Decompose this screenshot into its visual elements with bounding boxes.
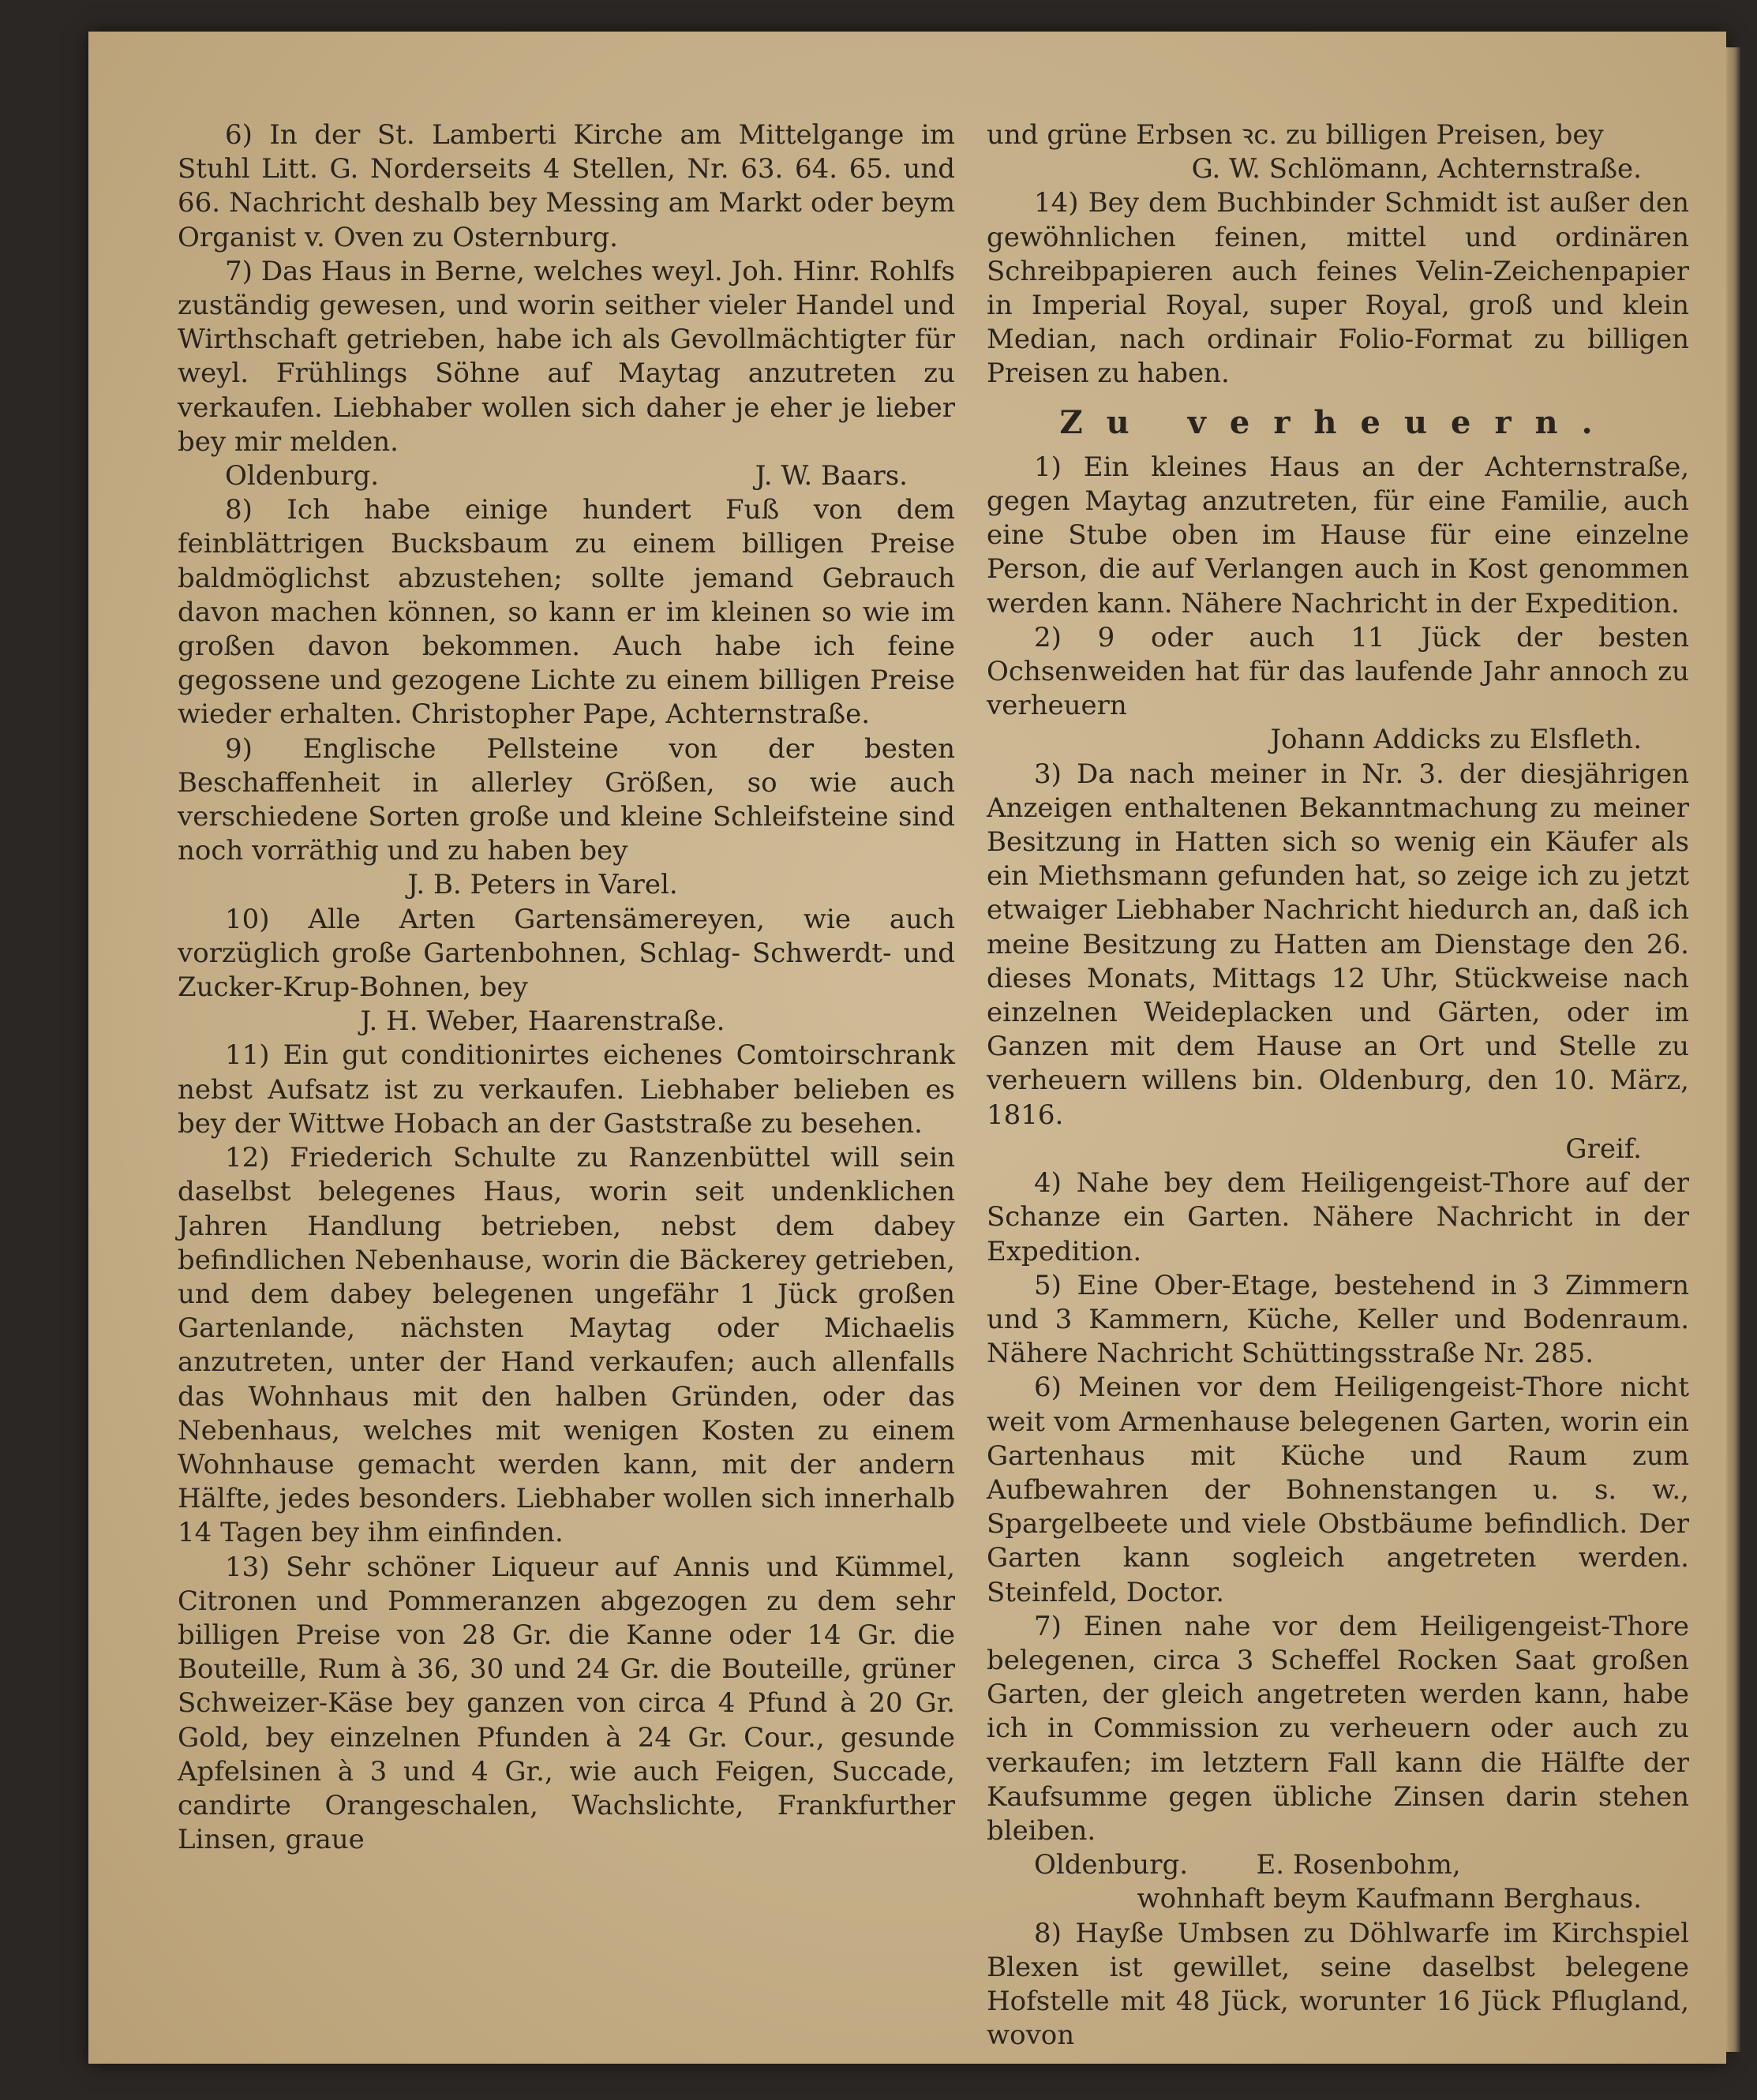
rent-ad-3: 3) Da nach meiner in Nr. 3. der diesjährigen Anzeigen enthaltenen Bekanntmachung zu meiner Besitzung in Hatten sich so wenig ein Käufer als ein Miethsmann gefunden hat, so zeige ich zu jetzt etwaiger Liebhaber Nachricht hiedurch an, daß ich meine Besitzung zu Hatten am Dienstage den 26. dieses Monats, Mittags 12 Uhr, Stückweise nach einzelnen Weideplacken und Gärten, oder im Ganzen mit dem Hause an Ort und Stelle zu verheuern willens bin. Oldenburg, den 10. März, 1816. <box>987 758 1689 1131</box>
ad-7-place: Oldenburg. <box>225 460 380 492</box>
rent-ad-7-place-signer: Oldenburg. E. Rosenbohm, <box>1034 1849 1461 1881</box>
ad-7-signer: J. W. Baars. <box>755 460 908 492</box>
ad-8: 8) Ich habe einige hundert Fuß von dem feinblättrigen Bucksbaum zu einem billigen Preise baldmöglichst abzustehen; sollte jemand Gebrauch davon machen können, so kann er im kleinen so wie im großen davon bekommen. Auch habe ich feine gegossene und gezogene Lichte zu einem billigen Preise wieder erhalten. Christopher Pape, Achternstraße. <box>178 494 955 731</box>
rent-ad-5: 5) Eine Ober-Etage, bestehend in 3 Zimmern und 3 Kammern, Küche, Keller und Bodenraum. Nähere Nachricht Schüttingsstraße Nr. 285. <box>987 1269 1689 1370</box>
ad-6: 6) In der St. Lamberti Kirche am Mittelgange im Stuhl Litt. G. Norderseits 4 Stellen, Nr. 63. 64. 65. und 66. Nachricht deshalb bey Messing am Markt oder beym Organist v. Oven zu Osternburg. <box>178 119 955 253</box>
ad-13: 13) Sehr schöner Liqueur auf Annis und Kümmel, Citronen und Pommeranzen abgezogen zu dem sehr billigen Preise von 28 Gr. die Kanne oder 14 Gr. die Bouteille, Rum à 36, 30 und 24 Gr. die Bouteille, grüner Schweizer-Käse bey ganzen von circa 4 Pfund à 20 Gr. Gold, bey einzelnen Pfunden à 24 Gr. Cour., gesunde Apfelsinen à 3 und 4 Gr., wie auch Feigen, Succade, candirte Orangeschalen, Wachslichte, Frankfurther Linsen, graue <box>178 1551 955 1856</box>
rent-ad-7: 7) Einen nahe vor dem Heiligengeist-Thore belegenen, circa 3 Scheffel Rocken Saat großen Garten, der gleich angetreten werden kann, habe ich in Commission zu verheuern oder auch zu verkaufen; im letztern Fall kann die Hälfte der Kaufsumme gegen übliche Zinsen darin stehen bleiben. <box>987 1610 1689 1847</box>
ad-9-signer: J. B. Peters in Varel. <box>407 869 678 901</box>
page-edge <box>1726 47 1740 2052</box>
ad-7: 7) Das Haus in Berne, welches weyl. Joh. Hinr. Rohlfs zuständig gewesen, und worin seither vieler Handel und Wirthschaft getrieben, habe ich als Gevollmächtigter für weyl. Frühlings Söhne auf Maytag anzutreten zu verkaufen. Liebhaber wollen sich daher je eher je lieber bey mir melden. <box>178 255 955 458</box>
rent-ad-2-signer: Johann Addicks zu Elsfleth. <box>1270 724 1642 756</box>
rent-ad-1: 1) Ein kleines Haus an der Achternstraße, gegen Maytag anzutreten, für eine Familie, auch eine Stube oben im Hause für eine einzelne Person, die auf Verlangen auch in Kost genommen werden kann. Nähere Nachricht in der Expedition. <box>987 451 1689 620</box>
ad-13-signer: G. W. Schlömann, Achternstraße. <box>1191 153 1642 185</box>
left-column <box>178 118 955 1857</box>
ad-14: 14) Bey dem Buchbinder Schmidt ist außer den gewöhnlichen feinen, mittel und ordinären Schreibpapieren auch feines Velin-Zeichenpapier in Imperial Royal, super Royal, groß und klein Median, nach ordinair Folio-Format zu billigen Preisen zu haben. <box>987 187 1689 390</box>
ad-9: 9) Englische Pellsteine von der besten Beschaffenheit in allerley Größen, so wie auch verschiedene Sorten große und kleine Schleifsteine sind noch vorräthig und zu haben bey <box>178 732 955 867</box>
rent-ad-2: 2) 9 oder auch 11 Jück der besten Ochsenweiden hat für das laufende Jahr annoch zu verheuern <box>987 621 1689 722</box>
right-column <box>987 118 1689 2053</box>
ad-10: 10) Alle Arten Gartensämereyen, wie auch vorzüglich große Gartenbohnen, Schlag- Schwerdt- und Zucker-Krup-Bohnen, bey <box>178 903 955 1004</box>
ad-13-continued: und grüne Erbsen ꝛc. zu billigen Preisen, bey <box>987 119 1604 151</box>
rent-ad-8: 8) Hayße Umbsen zu Döhlwarfe im Kirchspiel Blexen ist gewillet, seine daselbst belegene Hofstelle mit 48 Jück, worunter 16 Jück Pflugland, wovon <box>987 1917 1689 2052</box>
ad-11: 11) Ein gut conditionirtes eichenes Comtoirschrank nebst Aufsatz ist zu verkaufen. Liebhaber belieben es bey der Wittwe Hobach an der Gaststraße zu besehen. <box>178 1039 955 1140</box>
ad-12: 12) Friederich Schulte zu Ranzenbüttel will sein daselbst belegenes Haus, worin seit undenklichen Jahren Handlung betrieben, nebst dem dabey befindlichen Nebenhause, worin die Bäckerey getrieben, und dem dabey belegenen ungefähr 1 Jück großen Gartenlande, nächsten Maytag oder Michaelis anzutreten, unter der Hand verkaufen; auch allenfalls das Wohnhaus mit den halben Gründen, oder das Nebenhaus, welches mit wenigen Kosten zu einem Wohnhause gemacht werden kann, mit der andern Hälfte, jedes besonders. Liebhaber wollen sich innerhalb 14 Tagen bey ihm einfinden. <box>178 1142 956 1549</box>
section-heading-zu-verheuern: Zu verheuern. <box>1059 403 1617 441</box>
ad-10-signer: J. H. Weber, Haarenstraße. <box>360 1005 725 1038</box>
rent-ad-7-signer-note: wohnhaft beym Kaufmann Berghaus. <box>1137 1883 1642 1915</box>
rent-ad-3-signer: Greif. <box>1565 1132 1642 1165</box>
rent-ad-6: 6) Meinen vor dem Heiligengeist-Thore nicht weit vom Armenhause belegenen Garten, worin ein Gartenhaus mit Küche und Raum zum Aufbewahren der Bohnenstangen u. s. w., Spargelbeete und viele Obstbäume befindlich. Der Garten kann sogleich angetreten werden. Steinfeld, Doctor. <box>987 1372 1689 1608</box>
ad-7-signature <box>178 459 955 493</box>
rent-ad-4: 4) Nahe bey dem Heiligengeist-Thore auf der Schanze ein Garten. Nähere Nachricht in der Expedition. <box>987 1167 1689 1267</box>
